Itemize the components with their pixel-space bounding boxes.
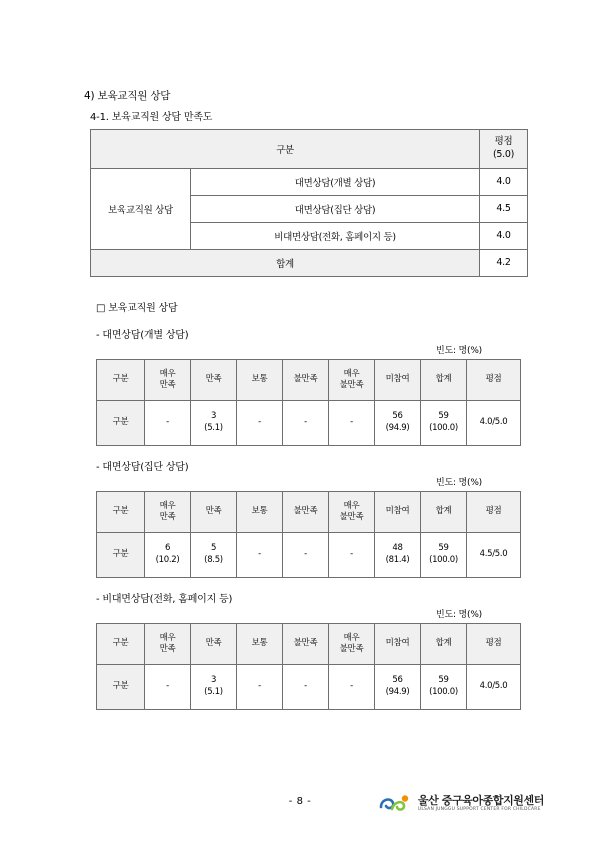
summary-row-score: 4.5 bbox=[480, 195, 528, 222]
satisfaction-summary-table bbox=[90, 129, 528, 277]
detail-header-dissatisfied: 불만족 bbox=[283, 623, 329, 664]
detail-block-title: □ 보육교직원 상담 bbox=[96, 302, 178, 314]
cell-very-dissatisfied: - bbox=[329, 400, 375, 445]
cell-total bbox=[421, 532, 467, 577]
summary-header-score-line1: 평점 bbox=[494, 136, 513, 147]
summary-total-label: 합계 bbox=[91, 249, 480, 276]
cell-line1: 6 bbox=[164, 543, 171, 554]
detail-row-label: 구분 bbox=[97, 400, 145, 445]
summary-row-score: 4.0 bbox=[480, 168, 528, 195]
table-total-row bbox=[91, 249, 528, 276]
table-row bbox=[97, 664, 521, 709]
cell-total bbox=[421, 400, 467, 445]
summary-header-category: 구분 bbox=[91, 130, 480, 169]
detail-header-very-dissatisfied bbox=[329, 623, 375, 664]
header-line2: 만족 bbox=[159, 379, 176, 390]
detail-header-score: 평점 bbox=[467, 359, 521, 400]
cell-line2: (5.1) bbox=[204, 422, 223, 433]
header-line2: 불만족 bbox=[339, 511, 364, 522]
section-subheading: 4-1. 보육교직원 상담 만족도 bbox=[90, 112, 213, 123]
detail-header-category: 구분 bbox=[97, 491, 145, 532]
cell-line2: (100.0) bbox=[429, 686, 458, 697]
detail-header-no-response: 미참여 bbox=[375, 359, 421, 400]
cell-line2: (100.0) bbox=[429, 554, 458, 565]
cell-dissatisfied: - bbox=[283, 664, 329, 709]
summary-header-score bbox=[480, 130, 528, 169]
detail-header-neutral: 보통 bbox=[237, 359, 283, 400]
table-row bbox=[97, 400, 521, 445]
header-line1: 매우 bbox=[159, 500, 176, 511]
cell-line1: 5 bbox=[210, 543, 217, 554]
cell-line1: 56 bbox=[392, 411, 403, 422]
table-row bbox=[91, 168, 528, 195]
cell-score: 4.0/5.0 bbox=[467, 400, 521, 445]
cell-satisfied bbox=[191, 400, 237, 445]
detail-header-score: 평점 bbox=[467, 623, 521, 664]
detail-header-neutral: 보통 bbox=[237, 491, 283, 532]
summary-header-score-line2: (5.0) bbox=[493, 148, 515, 160]
logo-name-en: ULSAN JUNGGU SUPPORT CENTER FOR CHILDCARE bbox=[417, 807, 541, 813]
cell-line1: 59 bbox=[438, 543, 449, 554]
summary-row-label: 비대면상담(전화, 홈페이지 등) bbox=[191, 222, 480, 249]
cell-no-response bbox=[375, 400, 421, 445]
unit-note-2: 빈도: 명(%) bbox=[436, 477, 482, 488]
cell-very-satisfied bbox=[145, 532, 191, 577]
detail-row-label: 구분 bbox=[97, 532, 145, 577]
logo-name-ko: 울산 중구육아종합지원센터 bbox=[417, 793, 544, 807]
header-line2: 불만족 bbox=[339, 379, 364, 390]
unit-note-1: 빈도: 명(%) bbox=[436, 345, 482, 356]
unit-note-3: 빈도: 명(%) bbox=[436, 609, 482, 620]
detail-header-satisfied: 만족 bbox=[191, 491, 237, 532]
detail-header-dissatisfied: 불만족 bbox=[283, 359, 329, 400]
cell-total bbox=[421, 664, 467, 709]
detail-title-3: - 비대면상담(전화, 홈페이지 등) bbox=[96, 593, 233, 605]
cell-neutral: - bbox=[237, 400, 283, 445]
cell-neutral: - bbox=[237, 664, 283, 709]
cell-line1: 56 bbox=[392, 675, 403, 686]
cell-line1: 3 bbox=[210, 675, 217, 686]
cell-score: 4.0/5.0 bbox=[467, 664, 521, 709]
cell-dissatisfied: - bbox=[283, 532, 329, 577]
detail-header-no-response: 미참여 bbox=[375, 623, 421, 664]
cell-score: 4.5/5.0 bbox=[467, 532, 521, 577]
table-row bbox=[97, 532, 521, 577]
cell-line2: (10.2) bbox=[155, 554, 180, 565]
cell-line2: (100.0) bbox=[429, 422, 458, 433]
organization-logo bbox=[378, 793, 544, 815]
cell-line1: 3 bbox=[210, 411, 217, 422]
section-heading: 4) 보육교직원 상담 bbox=[84, 90, 171, 102]
cell-line1: 59 bbox=[438, 411, 449, 422]
logo-swirl-icon bbox=[378, 793, 412, 815]
summary-row-label: 대면상담(집단 상담) bbox=[191, 195, 480, 222]
header-line1: 매우 bbox=[343, 632, 360, 643]
detail-header-no-response: 미참여 bbox=[375, 491, 421, 532]
cell-satisfied bbox=[191, 532, 237, 577]
cell-very-satisfied: - bbox=[145, 664, 191, 709]
logo-text bbox=[418, 795, 544, 813]
cell-line2: (5.1) bbox=[204, 686, 223, 697]
detail-header-total: 합계 bbox=[421, 623, 467, 664]
summary-total-score: 4.2 bbox=[480, 249, 528, 276]
header-line1: 매우 bbox=[343, 500, 360, 511]
cell-line2: (94.9) bbox=[385, 422, 410, 433]
detail-header-dissatisfied: 불만족 bbox=[283, 491, 329, 532]
cell-line2: (8.5) bbox=[204, 554, 223, 565]
cell-no-response bbox=[375, 532, 421, 577]
header-line2: 불만족 bbox=[339, 643, 364, 654]
cell-line1: 59 bbox=[438, 675, 449, 686]
cell-very-dissatisfied: - bbox=[329, 664, 375, 709]
cell-satisfied bbox=[191, 664, 237, 709]
detail-header-category: 구분 bbox=[97, 623, 145, 664]
detail-header-very-satisfied bbox=[145, 491, 191, 532]
detail-header-very-dissatisfied bbox=[329, 359, 375, 400]
detail-title-1: - 대면상담(개별 상담) bbox=[96, 329, 189, 341]
header-line1: 매우 bbox=[159, 368, 176, 379]
summary-group-label: 보육교직원 상담 bbox=[91, 168, 191, 249]
detail-header-total: 합계 bbox=[421, 359, 467, 400]
detail-header-total: 합계 bbox=[421, 491, 467, 532]
header-line2: 만족 bbox=[159, 643, 176, 654]
table-header-row bbox=[97, 491, 521, 532]
detail-header-very-dissatisfied bbox=[329, 491, 375, 532]
cell-line1: 48 bbox=[392, 543, 403, 554]
detail-header-category: 구분 bbox=[97, 359, 145, 400]
summary-row-label: 대면상담(개별 상담) bbox=[191, 168, 480, 195]
table-header-row bbox=[97, 623, 521, 664]
page-number: - 8 - bbox=[288, 796, 312, 807]
detail-row-label: 구분 bbox=[97, 664, 145, 709]
detail-header-very-satisfied bbox=[145, 623, 191, 664]
detail-header-satisfied: 만족 bbox=[191, 359, 237, 400]
cell-line2: (81.4) bbox=[385, 554, 410, 565]
detail-header-satisfied: 만족 bbox=[191, 623, 237, 664]
cell-neutral: - bbox=[237, 532, 283, 577]
cell-very-dissatisfied: - bbox=[329, 532, 375, 577]
detail-header-neutral: 보통 bbox=[237, 623, 283, 664]
cell-very-satisfied: - bbox=[145, 400, 191, 445]
header-line1: 매우 bbox=[159, 632, 176, 643]
detail-title-2: - 대면상담(집단 상담) bbox=[96, 461, 189, 473]
detail-header-very-satisfied bbox=[145, 359, 191, 400]
detail-header-score: 평점 bbox=[467, 491, 521, 532]
detail-table-group bbox=[96, 491, 521, 578]
summary-row-score: 4.0 bbox=[480, 222, 528, 249]
detail-table-nonface bbox=[96, 623, 521, 710]
cell-line2: (94.9) bbox=[385, 686, 410, 697]
detail-table-individual bbox=[96, 359, 521, 446]
cell-no-response bbox=[375, 664, 421, 709]
cell-dissatisfied: - bbox=[283, 400, 329, 445]
header-line1: 매우 bbox=[343, 368, 360, 379]
table-header-row bbox=[97, 359, 521, 400]
table-header-row bbox=[91, 130, 528, 169]
header-line2: 만족 bbox=[159, 511, 176, 522]
